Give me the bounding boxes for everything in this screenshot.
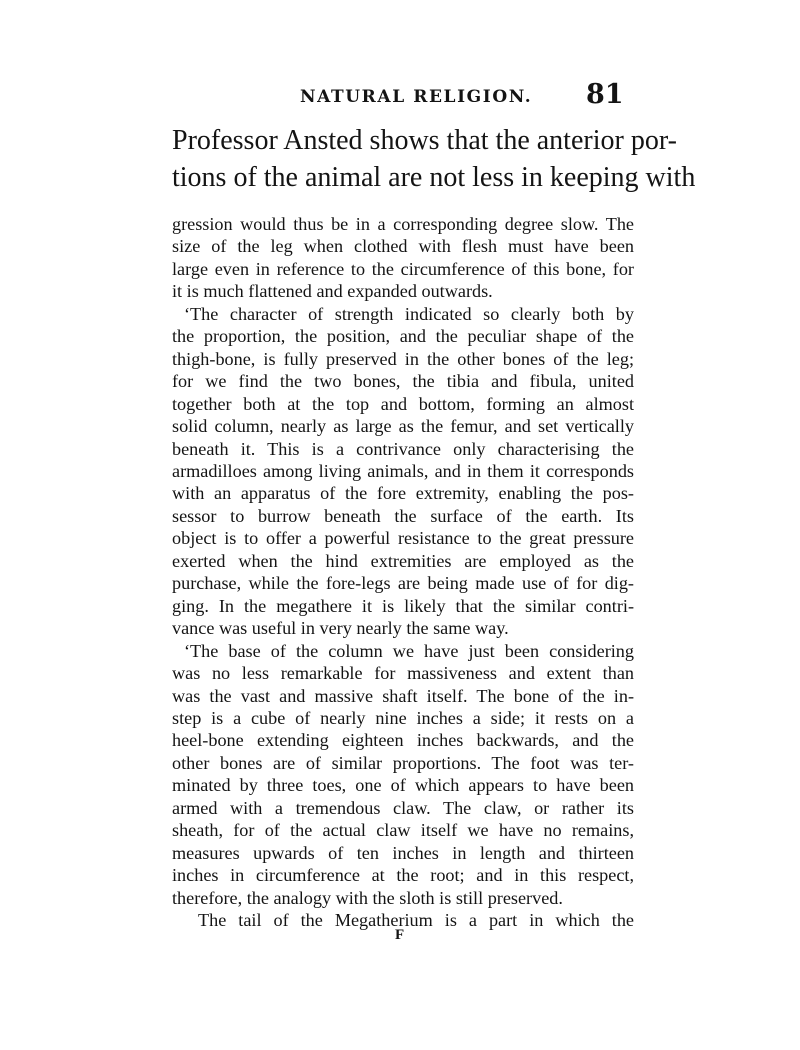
text-line: minated by three toes, one of which appears to have been (172, 775, 634, 796)
text-line: the proportion, the position, and the peculiar shape of the (172, 326, 634, 347)
text-line: armed with a tremendous claw. The claw, or rather its (172, 797, 634, 818)
text-line: The tail of the Megatherium is a part in which the (198, 910, 634, 931)
text-line: for we find the two bones, the tibia and fibula, united (172, 371, 634, 392)
intro-line: tions of the animal are not less in keeping with (172, 162, 696, 193)
text-line: was the vast and massive shaft itself. The bone of the in- (172, 685, 634, 706)
body-text (172, 213, 634, 932)
text-line: sessor to burrow beneath the surface of the earth. Its (172, 505, 634, 526)
text-line: size of the leg when clothed with flesh must have been (172, 236, 634, 257)
text-line: object is to offer a powerful resistance to the great pressure (172, 528, 634, 549)
text-line: purchase, while the fore-legs are being made use of for dig- (172, 573, 634, 594)
text-line: armadilloes among living animals, and in them it corresponds (172, 460, 634, 481)
text-line: sheath, for of the actual claw itself we have no remains, (172, 820, 634, 841)
text-line: ‘The character of strength indicated so clearly both by (184, 303, 634, 324)
text-line: inches in circumference at the root; and in this respect, (172, 865, 634, 886)
text-line: heel-bone extending eighteen inches backwards, and the (172, 730, 634, 751)
text-line: therefore, the analogy with the sloth is still preserved. (172, 887, 563, 908)
text-line: ‘The base of the column we have just been considering (184, 640, 634, 661)
text-line: together both at the top and bottom, forming an almost (172, 393, 634, 414)
text-line: large even in reference to the circumference of this bone, for (172, 258, 634, 279)
page-header (0, 79, 800, 112)
text-line: ging. In the megathere it is likely that the similar contri- (172, 595, 634, 616)
signature-mark: F (395, 927, 405, 943)
text-line: step is a cube of nearly nine inches a side; it rests on a (172, 707, 634, 728)
text-line: it is much flattened and expanded outwards. (172, 281, 493, 302)
text-line: solid column, nearly as large as the femur, and set vertically (172, 416, 634, 437)
text-line: measures upwards of ten inches in length and thirteen (172, 842, 634, 863)
running-title: NATURAL RELIGION. (300, 87, 533, 107)
text-line: gression would thus be in a corresponding degree slow. The (172, 214, 634, 234)
text-line: with an apparatus of the fore extremity, enabling the pos- (172, 483, 634, 504)
text-line: was no less remarkable for massiveness and extent than (172, 663, 634, 684)
text-line: vance was useful in very nearly the same way. (172, 618, 509, 639)
text-line: other bones are of similar proportions. The foot was ter- (172, 752, 634, 773)
intro-paragraph (172, 122, 696, 196)
text-line: exerted when the hind extremities are employed as the (172, 550, 634, 571)
page-number: 81 (586, 79, 624, 110)
intro-line: Professor Ansted shows that the anterior por- (172, 125, 677, 156)
text-line: thigh-bone, is fully preserved in the other bones of the leg; (172, 348, 634, 369)
text-line: beneath it. This is a contrivance only characterising the (172, 438, 634, 459)
